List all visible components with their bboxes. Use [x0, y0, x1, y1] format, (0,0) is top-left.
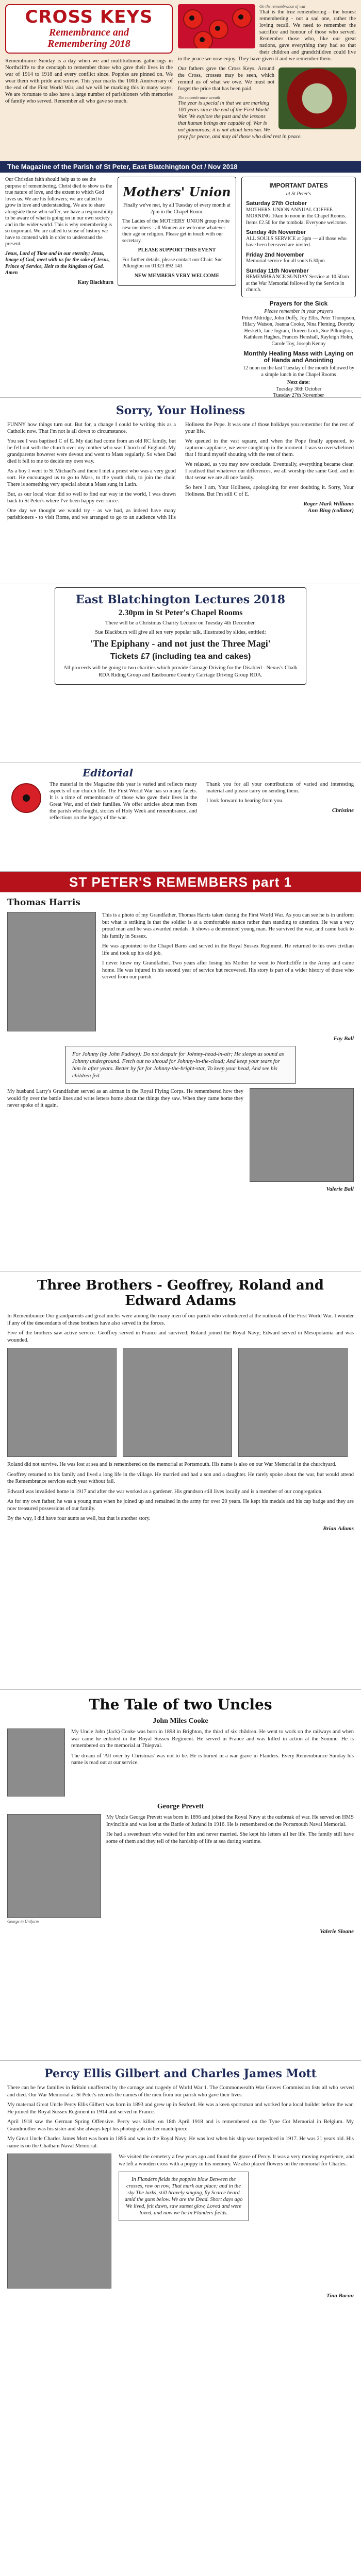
notices-signature: Katy Blackburn	[77, 279, 113, 285]
mothers-union-invite: The Ladies of the MOTHERS' UNION group invite new members - all Women are welcome whatever their age or religion. Please get in touch with our secretary.	[122, 218, 230, 244]
important-dates-box	[241, 177, 356, 297]
wreath-image	[278, 67, 356, 129]
editorial-paragraph: Thank you for all your contributions of varied and interesting material and please carry on sending them.	[206, 782, 354, 794]
notices-section	[0, 173, 361, 398]
tale-paragraph: My Uncle John (Jack) Cooke was born in 1898 in Brighton, the third of six children. He went to work on the railways and when war came he enlisted in the Royal Sussex Regiment. He served in France and was killed in action at the Somme. He is remembered on the memorial at Thiepval.	[71, 1729, 354, 1749]
important-dates-subtitle: at St Peter's	[286, 191, 311, 197]
poppy-field-image	[178, 4, 255, 48]
date-entry	[246, 252, 351, 265]
three-paragraph: Edward was invalided home in 1917 and after the war worked as a gardener. His grandson still lives locally and is a member of our congregation.	[7, 1488, 323, 1495]
date-entry-date: Friday 2nd November	[246, 251, 304, 258]
three-paragraph: By the way, I did have four aunts as well, but that is another story.	[7, 1516, 151, 1521]
prayer-list-intro: Please remember in your prayers	[264, 309, 333, 314]
notices-col-3	[241, 177, 356, 399]
three-paragraph: Five of the brothers saw active service. Geoffrey served in France and survived; Roland joined the Royal Navy; Edward served in Mesopotamia and was wounded.	[7, 1330, 354, 1343]
soldier-photo	[7, 912, 96, 1031]
date-entry-text: MOTHERS' UNION ANNUAL COFFEE MORNING 10am to noon in the Chapel Rooms. Items £2.50 for the tombola. Everyone welcome.	[246, 207, 347, 226]
stp-author-heading: Thomas Harris	[7, 897, 80, 908]
lectures-time: 2.30pm in St Peter's Chapel Rooms	[118, 608, 243, 617]
two-uncles-title: The Tale of two Uncles	[89, 1696, 272, 1713]
stp-paragraph: He was appointed to the Chapel Barns and served in the Royal Sussex Regiment. He returned to his own civilian life and took up his old job.	[102, 943, 354, 956]
date-entry-date: Saturday 27th October	[246, 200, 307, 207]
st-peters-remembers-header: ST PETER'S REMEMBERS part 1	[0, 872, 361, 892]
mothers-union-title: Mothers' Union	[123, 184, 231, 199]
sorry-body	[7, 421, 354, 521]
notices-col-1	[5, 177, 113, 289]
tale-signature: Valerie Sloane	[320, 1928, 354, 1935]
date-entry	[246, 200, 351, 226]
sorry-paragraph: FUNNY how things turn out. But for, a change I could be writing this as a Catholic now. That I'm not is all down to circumstance.	[7, 422, 176, 434]
tale-paragraph: My Uncle George Prevett was born in 1896 and joined the Royal Navy at the outbreak of war. He served on HMS Invincible and was lost at the Battle of Jutland in 1916. He is remembered on the Portsmouth Naval Memorial.	[106, 1815, 354, 1827]
sorry-paragraph: One day we thought we would try - as we had, as indeed have many parishioners - to visit Rome, and we arranged to go to an audience with His Holiness the Pope. It was one of those holidays you remember for the rest of your life.	[7, 422, 354, 520]
date-entry	[246, 268, 351, 294]
brother-photo	[238, 1348, 348, 1457]
stp-paragraph: I never knew my Grandfather. Two years after losing his Mother he went to Northcliffe in the Army and came home. He was injured in his second year of service but recovered. His story is part of a wider history of those who served from our parish.	[102, 960, 354, 980]
percy-gilbert-section	[0, 2061, 361, 2391]
editorial-signature: Christine	[332, 807, 354, 814]
editorial-section	[0, 762, 361, 872]
lectures-title: East Blatchington Lectures 2018	[75, 593, 286, 606]
sorry-paragraph: You see I was baptised C of E. My dad had come from an old RC family, but he fell out with the church over my mother who was Church of England. My grandparents however were devout and went to Mass regularly. So when Dad died it fell to me to decide my own way.	[7, 438, 176, 464]
cover-right-paragraph-1: That is the true remembering - the honest remembering - not a sad one, rather the loving recall. We need to remember the sacrifice and honour of those who served. Remember those who, like our great nations, gave everything they had so that their children and grandchildren could live in the peace we now enjoy. They have given it and we remember them.	[178, 9, 356, 62]
sorry-paragraph: But, as our local vicar did so well to find our way in the world, I was drawn back to St Peter's where I've been happy ever since.	[7, 492, 176, 504]
percy-paragraph: April 1918 saw the German Spring Offensive. Percy was killed on 18th April 1918 and is remembered on the Tyne Cot Memorial in Belgium. My Grandmother was his sister and she always kept his photograph on her mantelpiece.	[7, 2119, 354, 2132]
cover-section	[0, 0, 361, 161]
editorial-paragraph: The material in the Magazine this year is varied and reflects many aspects of our church life. The First World War has so many facets. It is a time of remembrance of those who gave their lives in the Great War, and of their families. We offer articles about men from the parish who fought, stories of Holy Week and remembrance, and reflections on the legacy of the war.	[50, 782, 197, 821]
date-entry-text: ALL SOULS SERVICE at 3pm — all those who have been bereaved are invited.	[246, 235, 347, 248]
tale-paragraph: The dream of 'All over by Christmas' was not to be. He is buried in a war grave in Flanders. Every Remembrance Sunday his name is read out at our service.	[71, 1753, 354, 1766]
flanders-poem-box: In Flanders fields the poppies blow Between the crosses, row on row, That mark our place; and in the sky The larks, still bravely singing, fly Scarce heard amid the guns below. We are the Dead. Short days ago We lived, felt dawn, saw sunset glow, Loved and were loved, and now we lie In Flanders fields.	[119, 2172, 249, 2221]
lectures-talk-title: 'The Epiphany - and not just the Three Magi'	[90, 638, 271, 649]
mothers-union-box	[118, 177, 236, 286]
mothers-union-meetings: Finally we've met, by all Tuesday of every month at 2pm in the Chapel Room.	[123, 202, 231, 215]
stp-paragraph: My husband Larry's Grandfather served as an airman in the Royal Flying Corps. He remembered how they would fly over the battle lines and write letters home about the things they saw. When they came home they never spoke of it again.	[7, 1089, 243, 1108]
percy-paragraph: My Great Uncle Charles James Mott was born in 1896 and was in the Royal Navy. He was lost when his ship was torpedoed in 1917. He was 21 years old. His name is on the Chatham Naval Memorial.	[7, 2136, 354, 2149]
three-signature: Brian Adams	[323, 1525, 354, 1532]
sorry-paragraph: We relaxed, as you may now conclude. Eventually, everything became clear. I realised that whatever our differences, we all worship the same God, and in that sense we are all one family.	[185, 462, 354, 481]
st-peters-remembers-section	[0, 892, 361, 1272]
notices-col-2	[118, 177, 236, 286]
brothers-photos	[7, 1348, 354, 1457]
wreath-caption: The remembrance wreath	[178, 95, 220, 100]
poppy-icon	[11, 783, 41, 813]
three-brothers-section	[0, 1272, 361, 1690]
sorry-signature: Roger Mark Williams	[303, 501, 354, 507]
date-entry	[246, 229, 351, 249]
lectures-text-2: Sue Blackburn will give all ten very popular talk, illustrated by slides, entitled:	[95, 630, 266, 635]
cover-left-column	[5, 4, 173, 154]
lectures-box	[55, 587, 306, 685]
three-paragraph: In Remembrance Our grandparents and great uncles were among the many men of our parish who volunteered at the outbreak of the First World War. I wonder if any of the descendants of these brothers have also served in the forces.	[7, 1313, 354, 1326]
percy-paragraph: There can be few families in Britain unaffected by the carnage and tragedy of World War 1. The Commonwealth War Graves Commission lists all who served and died. Our War Memorial at St Peter's records the names of the men from our parish who gave their lives.	[7, 2085, 354, 2098]
percy-signature: Tina Bacon	[326, 2293, 354, 2299]
brother-photo	[123, 1348, 232, 1457]
uncle-2-caption: George in Uniform	[7, 1919, 39, 1924]
uncle-2-heading: George Prevett	[157, 1803, 204, 1810]
stp-signature: Fay Ball	[333, 1036, 354, 1042]
mothers-union-support: PLEASE SUPPORT THIS EVENT	[138, 247, 216, 253]
lectures-section	[0, 584, 361, 762]
editorial-body	[50, 781, 354, 821]
cover-intro-text: Remembrance Sunday is a day when we and multitudinous gatherings in Northcliffe to the cenotaph to remember those who gave their lives in the war of 1914 to 1918 and every conflict since. Poppies are pinned on. We wear them with pride and sorrow. This year marks the 100th Anniversary of the end of the First World War, and we will be marking this in many ways. We are fortunate to also have a large number of parishioners with memories of family who served. Remember all who gave so much.	[5, 58, 173, 104]
mothers-union-contact: For further details, please contact our Chair: Sue Pilkington on 01323 892 143	[122, 257, 223, 269]
sorry-paragraph: So here I am, Your Holiness, apologising for ever doubting it. Sorry, Your Holiness. But I'm still C of E.	[185, 485, 354, 497]
important-dates-title: IMPORTANT DATES	[269, 182, 328, 189]
date-entry-date: Sunday 11th November	[246, 267, 309, 274]
magazine-banner: The Magazine of the Parish of St Peter, East Blatchington Oct / Nov 2018	[0, 161, 361, 173]
magazine-title: CROSS KEYS	[25, 7, 153, 27]
percy-title: Percy Ellis Gilbert and Charles James Mott	[44, 2067, 317, 2080]
sorry-signature-2: Ann Bing (collator)	[307, 507, 354, 514]
masthead	[5, 4, 173, 54]
healing-mass-next-date: Tuesday 30th October	[275, 386, 322, 392]
airman-photo	[250, 1088, 354, 1182]
poem-quote-box: For Johnny (by John Pudney): Do not despair for Johnny-head-in-air; He sleeps as sound as Johnny underground. Fetch out no shroud for Johnny-in-the-cloud; And keep your tears for him in after years. Better by far for Johnny-the-bright-star, To keep your head, And see his children fed.	[65, 1046, 296, 1084]
healing-mass-text: 12 noon on the last Tuesday of the month followed by a simple lunch in the Chapel Rooms	[242, 365, 355, 378]
date-entry-text: Memorial service for all souls 6.30pm	[246, 258, 325, 264]
cover-closing-text: The year is special in that we are marking 100 years since the end of the First World War. We explore the past and the lessons that human beings are capable of. War is not glamorous; it is not about heroism. We pray for peace, and may all those who died rest in peace.	[178, 100, 302, 140]
percy-photo	[7, 2154, 111, 2289]
three-paragraph: Geoffrey returned to his family and lived a long life in the village. He married and had a son and a daughter. He rarely spoke about the war, but would attend the Remembrance services each year without fail.	[7, 1471, 354, 1484]
sorry-title: Sorry, Your Holiness	[116, 404, 245, 417]
percy-paragraph: We visited the cemetery a few years ago and found the grave of Percy. It was a very moving experience, and we left a wooden cross with a poppy in his memory. We also placed flowers on the memorial for Charles.	[119, 2154, 354, 2167]
two-uncles-section	[0, 1690, 361, 2061]
poppy-caption: On the remembrance of war	[259, 4, 306, 9]
mothers-union-welcome: NEW MEMBERS VERY WELCOME	[134, 273, 220, 279]
cover-right-paragraph-2: Our fathers gave the Cross Keys. Around the Cross, crosses may be seen, which remind us of what we owe. We must not forget the price that has been paid.	[178, 66, 274, 92]
lectures-tickets: Tickets £7 (including tea and cakes)	[110, 652, 251, 661]
date-entry-text: REMEMBRANCE SUNDAY Service at 10.50am at the War Memorial followed by the Service in church.	[246, 274, 349, 293]
lectures-text-1: There will be a Christmas Charity Lecture on Tuesday 4th December.	[105, 620, 256, 626]
brother-photo	[7, 1348, 117, 1457]
magazine-subtitle-line1: Remembrance and	[49, 27, 129, 38]
stp-signature-2: Valerie Ball	[326, 1186, 354, 1192]
stp-paragraph: This is a photo of my Grandfather, Thomas Harris taken during the First World War. As you can see he is in uniform but what is striking is that the soldier is at a comfortable stance rather than standing to attention. He was a very proud man and he was awarded medals. It shows a determined young man. He survived the war, and came back to his family in Sussex.	[102, 912, 354, 939]
remembrance-prayer: Jesus, Lord of Time and in our eternity; Jesus, Image of God, meet with us for the sake of Jesus, Prince of Service, Heir to the kingdom of God. Amen	[5, 250, 110, 276]
date-entry-date: Sunday 4th November	[246, 229, 306, 235]
healing-mass-next-date-2: Tuesday 27th November	[273, 393, 324, 398]
editorial-paragraph: I look forward to hearing from you.	[206, 798, 284, 804]
prayer-list-box	[241, 300, 356, 399]
prayer-list-names: Peter Aldridge, John Duffy, Joy Ellis, Peter Thompson, Hilary Watson, Joanna Cooke, Nina Fleming, Dorothy Hesketh, Jane Ingram, Doreen Lock, Sue Pilkington, Kathleen Hughes, Frances Henshall, Rayleigh Holm, Carole Toy, Joseph Kenny	[241, 315, 356, 347]
editorial-title: Editorial	[83, 767, 134, 779]
tale-paragraph: He had a sweetheart who waited for him and never married. She kept his letters all her life. The family still have some of them and they tell of the hardship of life at sea during wartime.	[106, 1832, 354, 1844]
sorry-paragraph: We queued in the vast square, and when the Pope finally appeared, to rapturous applause, we were caught up in the moment. I was so overwhelmed that I found myself shouting with the rest of them.	[185, 438, 354, 457]
remembrance-intro: Our Christian faith should help us to see the purpose of remembering. Christ died to show us the true nature of love, and the extent to which God loves us. We are his followers; we are called to grow in love and understanding. We are to share alongside those who suffer; we have a responsibility to be aware of what is going on in our own society and in the wider world. This is why remembering is so important. We are called to sense of history we have to contend with in order to understand the present.	[5, 177, 113, 247]
uncle-2-photo	[7, 1814, 101, 1918]
three-paragraph: As for my own father, he was a young man when he joined up and remained in the army for over 20 years. He kept his medals and his cap badge and they are now treasured possessions of our family.	[7, 1499, 354, 1512]
percy-paragraph: My maternal Great Uncle Percy Ellis Gilbert was born in 1893 and grew up in Seaford. He was a keen sportsman and worked for a local builder before the war. He joined the Royal Sussex Regiment in 1914 and served in France.	[7, 2102, 354, 2115]
three-brothers-title: Three Brothers - Geoffrey, Roland and Edward Adams	[37, 1278, 324, 1309]
prayer-list-title: Prayers for the Sick	[269, 299, 328, 307]
sorry-section	[0, 398, 361, 584]
uncle-1-heading: John Miles Cooke	[153, 1717, 208, 1725]
sorry-paragraph: As a boy I went to St Michael's and there I met a priest who was a very good sort. He encouraged us to go to Mass, to the youth club, to join the choir. There is something very special about a Mass sung in Latin.	[7, 468, 176, 487]
healing-mass-next-label: Next date:	[287, 380, 310, 385]
healing-mass-title: Monthly Healing Mass with Laying on of Hands and Anointing	[243, 350, 354, 364]
lectures-text-3: All proceeds will be going to two charities which provide Carnage Driving for the Disabled - Nexus's Chalk RDA Riding Group and Eastbourne Country Carriage Driving Group RDA.	[63, 665, 298, 678]
uncle-1-photo	[7, 1728, 65, 1797]
three-paragraph: Roland did not survive. He was lost at sea and is remembered on the memorial at Portsmouth. His name is also on our War Memorial in the churchyard.	[7, 1462, 337, 1467]
cover-right-column	[178, 4, 356, 157]
magazine-subtitle-line2: Remembering 2018	[47, 38, 130, 49]
